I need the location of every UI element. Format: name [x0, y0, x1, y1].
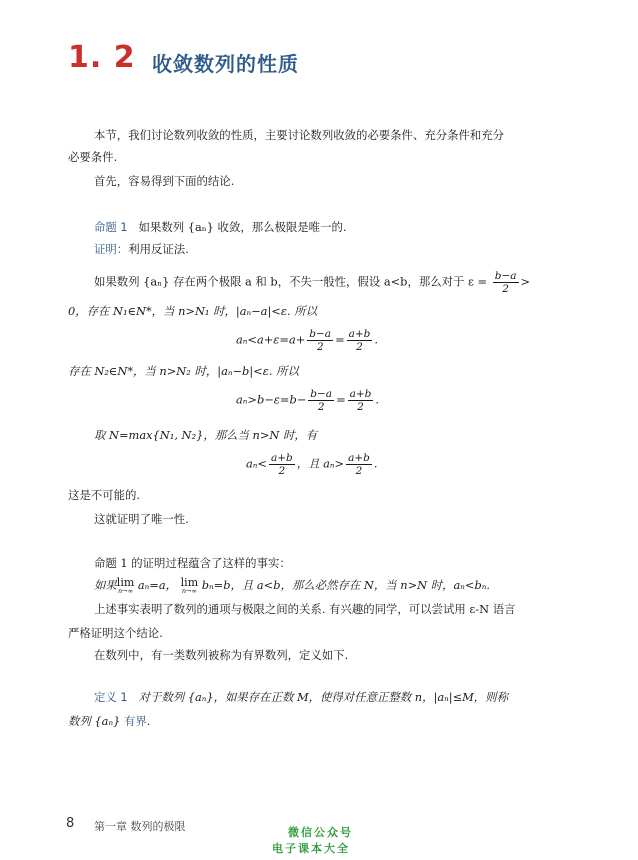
chapter-title: 第一章 数列的极限	[94, 820, 186, 833]
proof-paragraph-4: 取 N=max{N₁, N₂}，那么当 n>N 时，有	[94, 428, 318, 442]
proof-label: 证明：	[94, 242, 129, 256]
lim-subscript: n→∞	[181, 587, 197, 595]
proof-paragraph-6: 这就证明了唯一性.	[94, 512, 189, 526]
fraction-epsilon	[493, 270, 519, 295]
watermark-line-2: 电子课本大全	[272, 842, 350, 855]
eq2-fraction-2	[348, 388, 374, 413]
proof-paragraph-5: 这是不可能的.	[68, 488, 140, 502]
eq1-end: .	[374, 332, 379, 347]
watermark-line-1: 微信公众号	[288, 826, 353, 839]
eq1-mid: =	[335, 332, 345, 347]
proof-paragraph-1	[94, 270, 530, 295]
eq3-end: .	[373, 456, 378, 471]
remark-line-2	[94, 577, 490, 595]
eq3-mid: ，且 aₙ>	[296, 456, 345, 471]
page-number: 8	[66, 816, 75, 831]
section-title: 收敛数列的性质	[152, 52, 299, 76]
eq3-fraction-2	[346, 452, 372, 477]
fraction-numerator: b−a	[310, 388, 333, 400]
limit-operator	[117, 577, 134, 595]
equation-3	[246, 452, 378, 477]
definition-line2-end: .	[146, 714, 151, 728]
eq2-end: .	[375, 392, 380, 407]
fraction-numerator: b−a	[309, 328, 332, 340]
fraction-numerator: b−a	[494, 270, 517, 282]
lim-subscript: n→∞	[118, 587, 134, 595]
proposition-label: 命题 1	[94, 220, 128, 234]
eq2-lhs: aₙ>b−ε=b−	[236, 392, 307, 407]
proof-paragraph-3: 存在 N₂∈N*，当 n>N₂ 时，|aₙ−b|<ε. 所以	[68, 364, 299, 378]
proposition-text: 如果数列 {aₙ} 收敛，那么极限是唯一的.	[138, 220, 347, 234]
definition-label: 定义 1	[94, 690, 128, 704]
remark-line-1: 命题 1 的证明过程蕴含了这样的事实：	[94, 556, 291, 570]
eq3-lhs: aₙ<	[246, 456, 267, 471]
section-number: 1. 2	[68, 40, 136, 75]
fraction-numerator: a+b	[349, 388, 372, 400]
fraction-numerator: a+b	[348, 452, 370, 464]
eq2-mid: =	[336, 392, 346, 407]
fraction-numerator: a+b	[348, 328, 371, 340]
equation-1	[236, 328, 378, 353]
definition-line-2	[68, 714, 150, 729]
lim-word: lim	[180, 576, 199, 589]
intro-line-3: 首先，容易得到下面的结论.	[94, 174, 235, 188]
remark-if: 如果	[94, 578, 117, 592]
definition-line2-pre: 数列 {aₙ}	[68, 714, 124, 728]
eq3-fraction	[269, 452, 295, 477]
proof-method: 利用反证法.	[128, 242, 189, 256]
fraction-denominator: 2	[356, 341, 363, 353]
eq2-fraction	[308, 388, 334, 413]
eq1-lhs: aₙ<a+ε=a+	[236, 332, 306, 347]
intro-line-1: 本节，我们讨论数列收敛的性质，主要讨论数列收敛的必要条件、充分条件和充分	[94, 128, 505, 142]
definition-term: 有界	[123, 714, 147, 728]
remark-line-5: 在数列中，有一类数列被称为有界数列，定义如下.	[94, 648, 349, 662]
proposition-1	[94, 220, 346, 235]
remark-limit-b: bₙ=b，且 a<b，那么必然存在 N，当 n>N 时，aₙ<bₙ.	[201, 578, 490, 592]
lim-word: lim	[116, 576, 135, 589]
fraction-denominator: 2	[317, 401, 325, 413]
remark-line-4: 严格证明这个结论.	[68, 626, 163, 640]
proof-text-1-tail: >	[520, 274, 531, 289]
eq1-fraction-2	[347, 328, 373, 353]
definition-1	[94, 690, 508, 705]
fraction-denominator: 2	[316, 341, 324, 353]
fraction-denominator: 2	[355, 465, 363, 477]
proof-text-1: 如果数列 {aₙ} 存在两个极限 a 和 b，不失一般性，假设 a<b，那么对于 ε =	[94, 274, 488, 289]
limit-operator	[181, 577, 198, 595]
proof-intro	[94, 242, 189, 257]
fraction-denominator: 2	[278, 465, 286, 477]
eq1-fraction	[307, 328, 333, 353]
intro-line-2: 必要条件.	[68, 150, 118, 164]
proof-paragraph-2: 0，存在 N₁∈N*，当 n>N₁ 时，|aₙ−a|<ε. 所以	[68, 304, 317, 318]
fraction-denominator: 2	[502, 283, 509, 295]
equation-2	[236, 388, 379, 413]
remark-line-3: 上述事实表明了数列的通项与极限之间的关系. 有兴趣的同学，可以尝试用 ε-N 语言	[94, 602, 516, 616]
fraction-numerator: a+b	[270, 452, 293, 464]
definition-text: 对于数列 {aₙ}，如果存在正数 M，使得对任意正整数 n，|aₙ|≤M，则称	[138, 690, 508, 704]
remark-limit-a: aₙ=a，	[137, 578, 178, 592]
fraction-denominator: 2	[357, 401, 364, 413]
